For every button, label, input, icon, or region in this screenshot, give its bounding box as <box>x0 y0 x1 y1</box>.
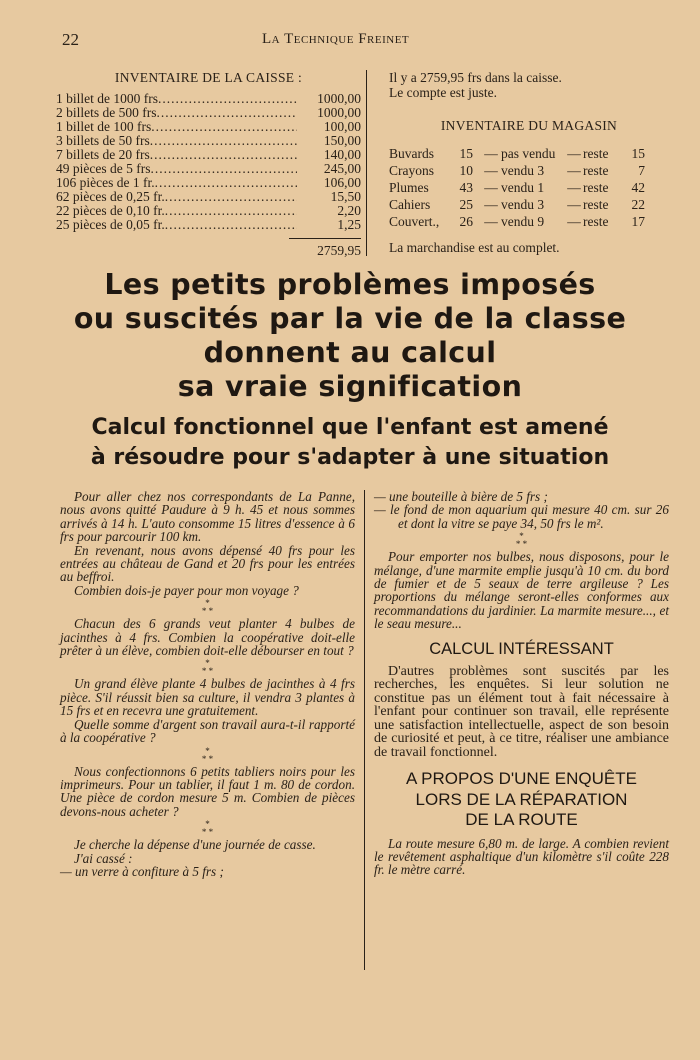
item-sold: pas vendu <box>501 146 556 161</box>
caisse-row-value: 1,25 <box>337 217 361 232</box>
caisse-row <box>56 162 361 176</box>
paragraph: J'ai cassé : <box>74 850 133 866</box>
item-remaining: 7 <box>638 163 645 178</box>
item-name: Couvert., <box>389 214 440 229</box>
magasin-title: INVENTAIRE DU MAGASIN <box>440 118 618 133</box>
paragraph: Un grand élève plante 4 bulbes de jacinthes à 4 frs pièce. S'il réussit bien sa culture, il vendra 3 plantes à 15 frs et en recevra une gratuitement. <box>60 676 355 719</box>
caisse-row-label: 25 pièces de 0,05 fr. <box>56 217 165 232</box>
paragraph: Quelle somme d'argent son travail aura-t-il rapporté à la coopérative ? <box>60 716 355 746</box>
caisse-row-value: 150,00 <box>323 133 361 148</box>
paragraph: D'autres problèmes sont suscités par les recherches, les enquêtes. Si leur solution ne constitue pas un élément tout à fait nécessaire à l'enfant pour continuer son travail, elle représente une satisfaction intellectuelle, aspect de son besoin de curiosité et peut, à ce titre, réaliser une ambiance de travail fonctionnel. <box>374 663 669 760</box>
page-number: 22 <box>62 30 79 49</box>
caisse-row-value: 1000,00 <box>317 105 361 120</box>
right-column <box>374 490 669 877</box>
magasin-row: Crayons 10 — vendu 3 — reste 7 <box>389 163 645 178</box>
caisse-row-value: 2,20 <box>337 203 361 218</box>
magasin-row: Buvards 15 — pas vendu — reste 15 <box>389 146 645 161</box>
paragraph: La route mesure 6,80 m. de large. A combien revient le revêtement asphaltique d'un kilomètre s'il coûte 228 fr. le mètre carré. <box>374 835 669 878</box>
caisse-row <box>56 120 361 134</box>
item-qty: 10 <box>459 163 473 178</box>
item-qty: 43 <box>459 180 473 195</box>
item-remaining: 15 <box>631 146 645 161</box>
item-name: Buvards <box>389 146 434 161</box>
caisse-total: 2759,95 <box>317 243 361 258</box>
paragraph: En revenant, nous avons dépensé 40 frs pour les entrées au château de Gand et 20 frs pour les entrées au beffroi. <box>60 542 355 585</box>
asterism-ornament: * * * <box>515 531 528 550</box>
paragraph: Pour aller chez nos correspondants de La Panne, nous avons quitté Paudure à 9 h. 45 et nous sommes arrivés à 14 h. L'auto consomme 15 litres d'essence à 6 frs pour parcourir 100 km. <box>60 489 355 545</box>
magasin-footer: La marchandise est au complet. <box>389 240 560 255</box>
item-qty: 26 <box>459 214 473 229</box>
paragraph: Pour emporter nos bulbes, nous disposons, pour le mélange, d'une marmite emplie jusqu'à 10 cm. du bord de fumier et de 5 seaux de terre argileuse ? Les proportions du mélange seront-elles conformes aux recommandations du jardinier. La marmite mesure..., et le seau mesure... <box>374 549 669 632</box>
item-sold: vendu 3 <box>501 197 545 212</box>
caisse-row <box>56 134 361 148</box>
caisse-row <box>56 148 361 162</box>
caisse-row <box>56 218 361 232</box>
caisse-row <box>56 92 361 106</box>
paragraph: Combien dois-je payer pour mon voyage ? <box>74 582 299 598</box>
caisse-row-value: 140,00 <box>323 147 361 162</box>
caisse-row-label: 3 billets de 50 frs <box>56 133 150 148</box>
left-column <box>60 490 355 878</box>
running-title: La Technique Freinet <box>262 31 410 47</box>
item-remaining: 42 <box>631 180 645 195</box>
caisse-row-value: 15,50 <box>330 189 361 204</box>
caisse-row <box>56 176 361 190</box>
magasin-row: Couvert., 26 — vendu 9 — reste 17 <box>389 214 645 229</box>
caisse-title: INVENTAIRE DE LA CAISSE : <box>114 70 303 85</box>
item-sold: vendu 9 <box>501 214 545 229</box>
caisse-row-label: 22 pièces de 0,10 fr. <box>56 203 165 218</box>
caisse-row <box>56 106 361 120</box>
paragraph: Chacun des 6 grands veut planter 4 bulbes de jacinthes à 4 frs. Combien la coopérative doit-elle prêter à un élève, combien doit-elle débourser en tout ? <box>60 616 355 659</box>
sum-rule <box>289 238 361 239</box>
paragraph: Je cherche la dépense d'une journée de casse. <box>74 837 316 853</box>
caisse-row-value: 245,00 <box>323 161 361 176</box>
caisse-row-label: 1 billet de 1000 frs <box>56 91 158 106</box>
paragraph: — un verre à confiture à 5 frs ; <box>60 863 224 879</box>
caisse-check-note: Le compte est juste. <box>389 85 497 100</box>
asterism-ornament: * * * <box>201 658 214 677</box>
caisse-inventory <box>56 70 361 259</box>
caisse-row-value: 100,00 <box>323 119 361 134</box>
item-name: Cahiers <box>389 197 431 212</box>
sub-headline: Calcul fonctionnel que l'enfant est amené à résoudre pour s'adapter à une situation <box>90 415 610 470</box>
magasin-inventory <box>389 70 669 255</box>
item-sold: vendu 1 <box>501 180 545 195</box>
caisse-row <box>56 204 361 218</box>
asterism-ornament: * * * <box>201 745 214 764</box>
caisse-row-label: 2 billets de 500 frs <box>56 105 157 120</box>
main-headline: Les petits problèmes imposés ou suscités par la vie de la classe donnent au calcul sa vraie signification <box>73 268 627 403</box>
caisse-row-label: 7 billets de 20 frs <box>56 147 150 162</box>
item-name: Plumes <box>389 180 429 195</box>
caisse-row <box>56 190 361 204</box>
magasin-row: Plumes 43 — vendu 1 — reste 42 <box>389 180 645 195</box>
column-divider <box>364 490 365 970</box>
section-heading: A PROPOS D'UNE ENQUÊTE LORS DE LA RÉPARATION DE LA ROUTE <box>406 769 637 830</box>
caisse-row-value: 1000,00 <box>317 91 361 106</box>
caisse-row-label: 62 pièces de 0,25 fr. <box>56 189 165 204</box>
asterism-ornament: * * * <box>201 819 214 838</box>
column-divider <box>366 70 367 256</box>
item-qty: 25 <box>459 197 473 212</box>
caisse-row-label: 49 pièces de 5 frs <box>56 161 151 176</box>
asterism-ornament: * * * <box>201 598 214 617</box>
item-remaining: 17 <box>631 214 645 229</box>
item-qty: 15 <box>459 146 473 161</box>
paragraph: — une bouteille à bière de 5 frs ; <box>374 489 548 504</box>
paragraph: Nous confectionnons 6 petits tabliers noirs pour les imprimeurs. Pour un tablier, il faut 1 m. 80 de cordon. Une pièce de cordon mesure 5 m. Combien de pièces devons-nous acheter ? <box>60 763 355 819</box>
item-sold: vendu 3 <box>501 163 545 178</box>
magasin-row: Cahiers 25 — vendu 3 — reste 22 <box>389 197 645 212</box>
caisse-sum-note: Il y a 2759,95 frs dans la caisse. <box>389 70 562 85</box>
item-remaining: 22 <box>631 197 645 212</box>
caisse-row-value: 106,00 <box>323 175 361 190</box>
paragraph: — le fond de mon aquarium qui mesure 40 cm. sur 26 et dont la vitre se paye 34, 50 frs le m². <box>374 502 669 531</box>
caisse-row-label: 106 pièces de 1 fr. <box>56 175 155 190</box>
item-name: Crayons <box>389 163 434 178</box>
caisse-row-label: 1 billet de 100 frs <box>56 119 152 134</box>
section-heading: CALCUL INTÉRESSANT <box>429 639 614 658</box>
